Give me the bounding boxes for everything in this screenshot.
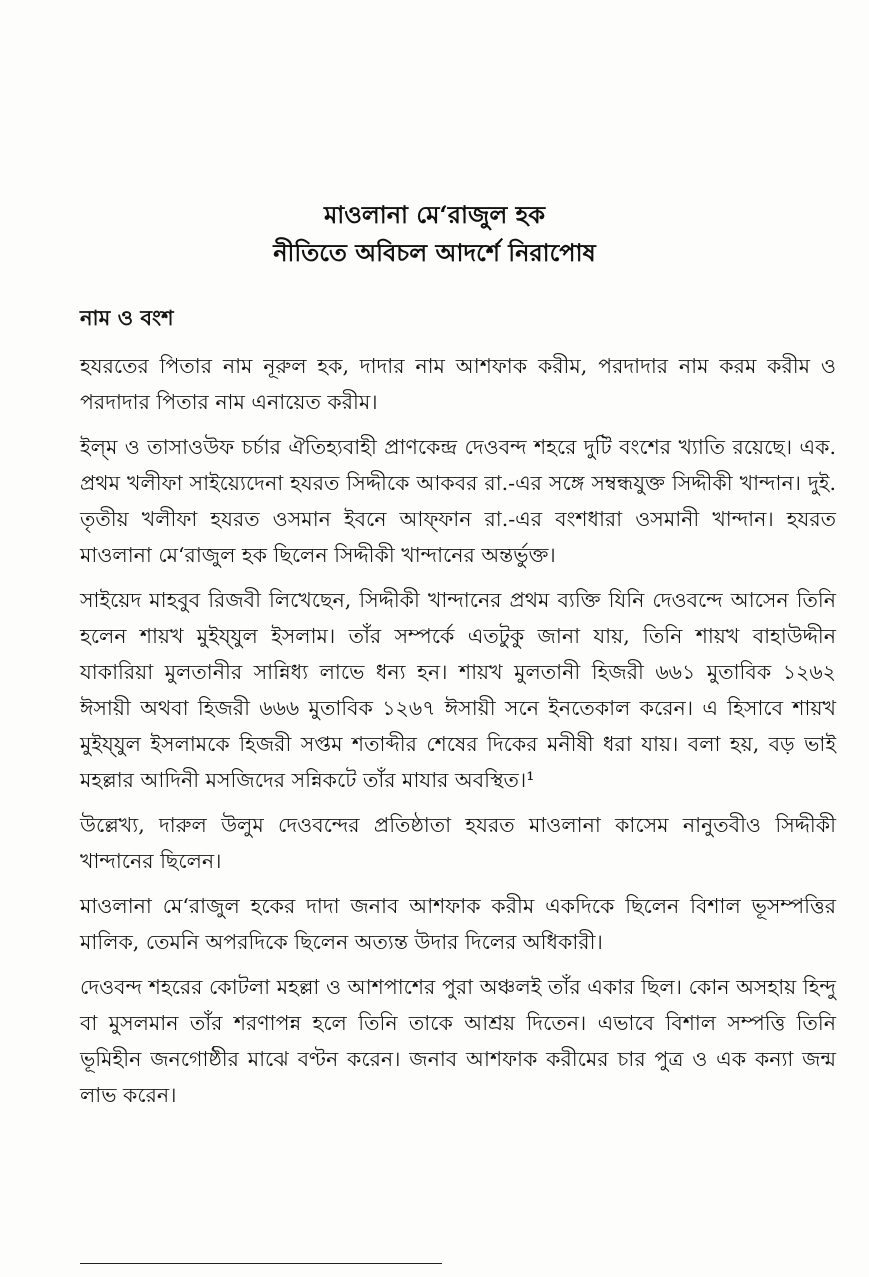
paragraph-1: হযরতের পিতার নাম নূরুল হক, দাদার নাম আশফাক করীম, পরদাদার নাম করম করীম ও পরদাদার পিতার নাম এনায়েত করীম। bbox=[80, 354, 836, 414]
chapter-title bbox=[0, 196, 869, 272]
paragraph-6: দেওবন্দ শহরের কোটলা মহল্লা ও আশপাশের পুরা অঞ্চলই তাঁর একার ছিল। কোন অসহায় হিন্দু বা মুসলমান তাঁর শরণাপন্ন হলে তিনি তাকে আশ্রয় দিতেন। এভাবে বিশাল সম্পত্তি তিনি ভূমিহীন জনগোষ্ঠীর মাঝে বণ্টন করেন। জনাব আশফাক করীমের চার পুত্র ও এক কন্যা জন্ম লাভ করেন। bbox=[80, 975, 836, 1107]
chapter-title-line-1: মাওলানা মে‘রাজুল হক bbox=[323, 200, 546, 229]
body-text bbox=[80, 348, 836, 1122]
paragraph-5: মাওলানা মে‘রাজুল হকের দাদা জনাব আশফাক করীম একদিকে ছিলেন বিশাল ভূসম্পত্তির মালিক, তেমনি অপরদিকে ছিলেন অত্যন্ত উদার দিলের অধিকারী। bbox=[80, 894, 836, 954]
chapter-title-line-2: নীতিতে অবিচল আদর্শে নিরাপোষ bbox=[273, 238, 596, 267]
paragraph-2: ইল্‌ম ও তাসাওউফ চর্চার ঐতিহ্যবাহী প্রাণকেন্দ্র দেওবন্দ শহরে দুটি বংশের খ্যাতি রয়েছে। এক. প্রথম খলীফা সাইয়্যেদেনা হযরত সিদ্দীকে আকবর রা.-এর সঙ্গে সম্বন্ধযুক্ত সিদ্দীকী খান্দান। দুই. তৃতীয় খলীফা হযরত ওসমান ইবনে আফ্‌ফান রা.-এর বংশধারা ওসমানী খান্দান। হযরত মাওলানা মে‘রাজুল হক ছিলেন সিদ্দীকী খান্দানের অন্তর্ভুক্ত। bbox=[80, 435, 836, 567]
paragraph-4: উল্লেখ্য, দারুল উলুম দেওবন্দের প্রতিষ্ঠাতা হযরত মাওলানা কাসেম নানুতবীও সিদ্দীকী খান্দানের ছিলেন। bbox=[80, 813, 836, 873]
paragraph-3: সাইয়েদ মাহবুব রিজবী লিখেছেন, সিদ্দীকী খান্দানের প্রথম ব্যক্তি যিনি দেওবন্দে আসেন তিনি হলেন শায়খ মুইয্‌যুল ইসলাম। তাঁর সম্পর্কে এতটুকু জানা যায়, তিনি শায়খ বাহাউদ্দীন যাকারিয়া মুলতানীর সান্নিধ্য লাভে ধন্য হন। শায়খ মুলতানী হিজরী ৬৬১ মুতাবিক ১২৬২ ঈসায়ী অথবা হিজরী ৬৬৬ মুতাবিক ১২৬৭ ঈসায়ী সনে ইনতেকাল করেন। এ হিসাবে শায়খ মুইয্‌যুল ইসলামকে হিজরী সপ্তম শতাব্দীর শেষের দিকের মনীষী ধরা যায়। বলা হয়, বড় ভাই মহল্লার আদিনী মসজিদের সন্নিকটে তাঁর মাযার অবস্থিত।¹ bbox=[80, 588, 836, 792]
footnote-divider bbox=[80, 1263, 442, 1264]
section-heading: নাম ও বংশ bbox=[80, 305, 174, 330]
